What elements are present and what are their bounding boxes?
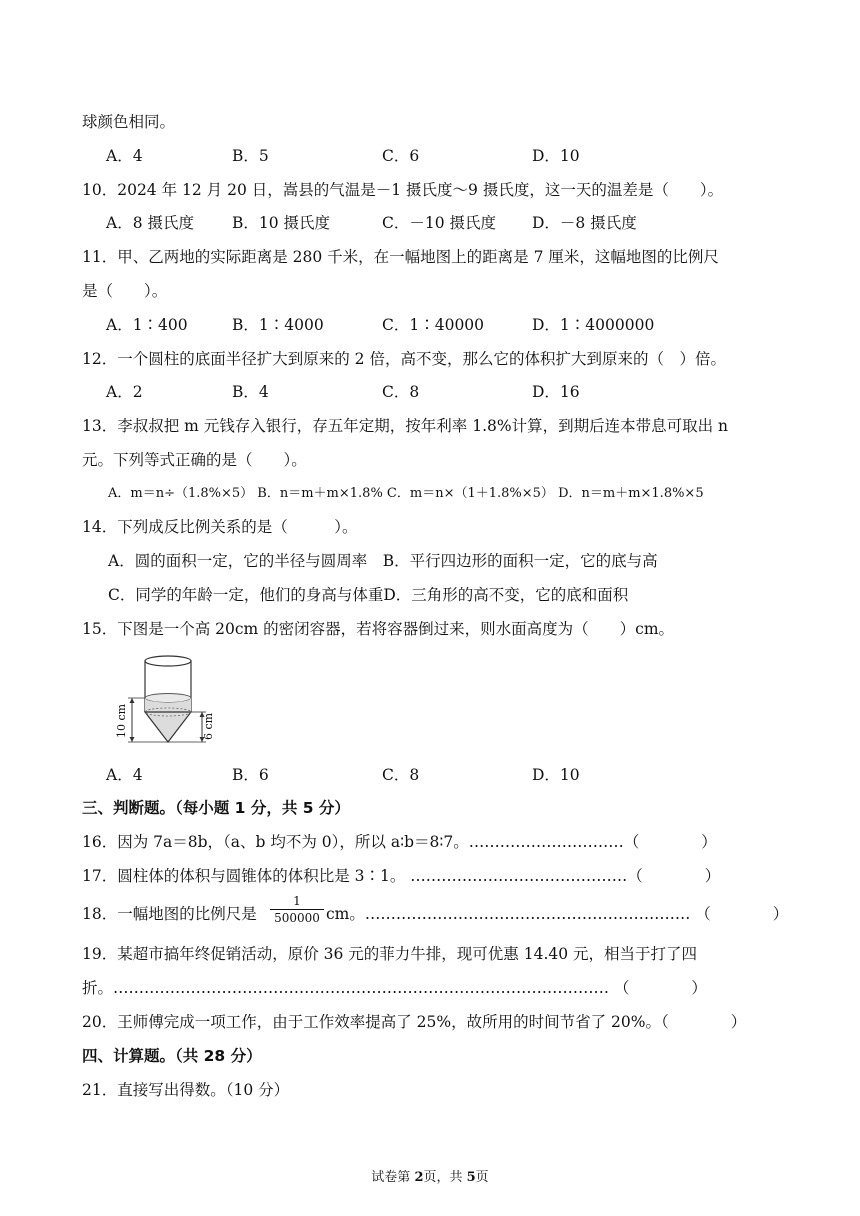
q11-option-c: C．1∶40000 (382, 316, 485, 334)
q18-text-suffix: cm。……………………………………………………… （ ） (326, 905, 789, 923)
q15-option-a: A．4 (106, 766, 143, 784)
q15-label-6cm: 6 cm (202, 712, 215, 740)
q16-text: 16．因为 7a＝8b，（a、b 均不为 0），所以 a∶b＝8∶7。…………………………（ ） (82, 833, 717, 851)
q15-option-b: B．6 (232, 766, 269, 784)
q13-options: A．m＝n÷（1.8%×5） B．n＝m＋m×1.8% C．m＝n×（1＋1.8%×5） D．n＝m＋m×1.8%×5 (108, 486, 704, 501)
q10-text: 10．2024 年 12 月 20 日，嵩县的气温是－1 摄氏度～9 摄氏度，这一天的温差是（ ）。 (82, 181, 724, 199)
q18-fraction-numerator: 1 (293, 894, 301, 908)
section-4-heading: 四、计算题。（共 28 分） (82, 1047, 262, 1065)
footer-total-pages: 5 (466, 1170, 476, 1185)
q15-option-d: D．10 (532, 766, 580, 784)
q10-option-b: B．10 摄氏度 (232, 214, 331, 232)
q21-text: 21．直接写出得数。（10 分） (82, 1081, 290, 1099)
section-3-heading: 三、判断题。（每小题 1 分，共 5 分） (82, 799, 350, 817)
q12-option-c: C．8 (382, 383, 420, 401)
q15-text: 15．下图是一个高 20cm 的密闭容器，若将容器倒过来，则水面高度为（ ）cm。 (82, 620, 675, 638)
q9-option-a: A．4 (106, 147, 143, 165)
q14-options-line2: C．同学的年龄一定，他们的身高与体重D．三角形的高不变，它的底和面积 (108, 586, 629, 604)
q10-option-a: A．8 摄氏度 (106, 214, 194, 232)
footer-suffix: 页 (475, 1170, 489, 1185)
q11-option-b: B．1∶4000 (232, 316, 324, 334)
q20-text: 20．王师傅完成一项工作，由于工作效率提高了 25%，故所用的时间节省了 20%。（ ） (82, 1013, 747, 1031)
q13-text-line2: 元。下列等式正确的是（ ）。 (82, 451, 307, 469)
q12-option-d: D．16 (532, 383, 580, 401)
q12-text: 12．一个圆柱的底面半径扩大到原来的 2 倍，高不变，那么它的体积扩大到原来的（ ）倍。 (82, 350, 726, 368)
q9-option-b: B．5 (232, 147, 269, 165)
q14-text: 14．下列成反比例关系的是（ ）。 (82, 518, 358, 536)
q10-option-c: C．－10 摄氏度 (382, 214, 497, 232)
q18-scale-fraction (270, 894, 324, 925)
q19-text-line2: 折。…………………………………………………………………………………… （ ） (82, 979, 707, 997)
q11-text-line2: 是（ ）。 (82, 282, 168, 300)
q12-option-a: A．2 (106, 383, 143, 401)
q11-option-d: D．1∶4000000 (532, 316, 655, 334)
q10-option-d: D．－8 摄氏度 (532, 214, 637, 232)
fraction-bar (270, 909, 324, 910)
q9-option-c: C．6 (382, 147, 420, 165)
q9-option-d: D．10 (532, 147, 580, 165)
q19-text-line1: 19．某超市搞年终促销活动，原价 36 元的菲力牛排，现可优惠 14.40 元，相当于打了四 (82, 945, 698, 963)
q11-text-line1: 11．甲、乙两地的实际距离是 280 千米，在一幅地图上的距离是 7 厘米，这幅地图的比例尺 (82, 248, 719, 266)
q14-options-line1: A．圆的面积一定，它的半径与圆周率 B．平行四边形的面积一定，它的底与高 (108, 552, 658, 570)
page-footer (0, 1166, 860, 1185)
q9-text-tail: 球颜色相同。 (82, 113, 176, 131)
footer-middle: 页，共 (423, 1170, 467, 1185)
footer-current-page: 2 (414, 1170, 424, 1185)
q15-option-c: C．8 (382, 766, 420, 784)
footer-prefix: 试卷第 (371, 1170, 415, 1185)
q18-text-prefix: 18．一幅地图的比例尺是 (82, 905, 257, 923)
q13-text-line1: 13．李叔叔把 m 元钱存入银行，存五年定期，按年利率 1.8%计算，到期后连本带息可取出 n (82, 417, 728, 435)
q15-label-10cm: 10 cm (115, 703, 128, 738)
q18-fraction-denominator: 500000 (274, 911, 320, 925)
q17-text: 17．圆柱体的体积与圆锥体的体积比是 3∶1。 ……………………………………（ ） (82, 867, 721, 885)
q12-option-b: B．4 (232, 383, 269, 401)
q11-option-a: A．1∶400 (106, 316, 188, 334)
q15-container-figure (108, 652, 218, 748)
